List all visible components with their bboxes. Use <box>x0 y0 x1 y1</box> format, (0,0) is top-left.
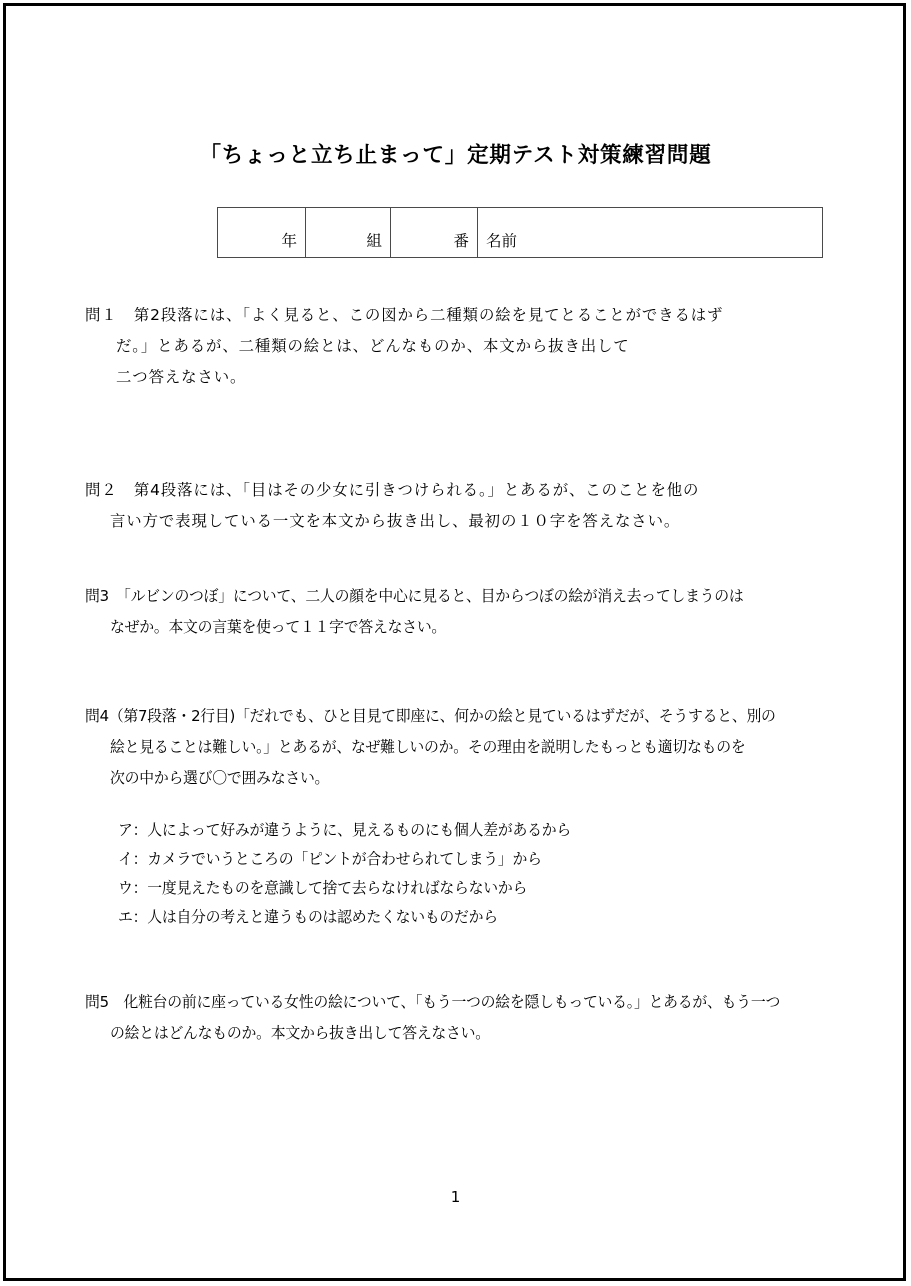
question-3-line-2: なぜか。本文の言葉を使って１１字で答えなさい。 <box>110 618 447 636</box>
choice-u[interactable]: ウ：一度見えたものを意識して捨て去らなければならないから <box>118 879 528 897</box>
choice-a[interactable]: ア：人によって好みが違うように、見えるものにも個人差があるから <box>118 821 571 839</box>
year-cell[interactable]: 年 <box>218 208 306 258</box>
number-cell[interactable]: 番 <box>391 208 478 258</box>
question-1-line-3: 二つ答えなさい。 <box>116 368 247 386</box>
name-cell[interactable]: 名前 <box>478 208 823 258</box>
question-1-line-1: 問１ 第2段落には、「よく見ると、この図から二種類の絵を見てとることができるはず <box>85 306 724 324</box>
choice-e[interactable]: エ：人は自分の考えと違うものは認めたくないものだから <box>118 908 498 926</box>
page-number: 1 <box>450 1188 461 1206</box>
question-3-line-1: 問3 「ルビンのつぼ」について、二人の顔を中心に見ると、目からつぼの絵が消え去ってしまうのは <box>85 587 744 605</box>
table-row <box>218 208 823 258</box>
question-1-line-2: だ。」とあるが、二種類の絵とは、どんなものか、本文から抜き出して <box>116 337 630 355</box>
question-2-line-1: 問２ 第4段落には、「目はその少女に引きつけられる。」とあるが、このことを他の <box>85 481 700 499</box>
question-5-line-2: の絵とはどんなものか。本文から抜き出して答えなさい。 <box>110 1024 490 1042</box>
question-5-line-1: 問5 化粧台の前に座っている女性の絵について、「もう一つの絵を隠しもっている。」とあるが、もう一つ <box>85 993 781 1011</box>
student-info-table <box>217 207 823 258</box>
question-2-line-2: 言い方で表現している一文を本文から抜き出し、最初の１０字を答えなさい。 <box>110 512 681 530</box>
question-4-line-2: 絵と見ることは難しい。」とあるが、なぜ難しいのか。その理由を説明したもっとも適切なものを <box>110 738 746 756</box>
question-4-line-3: 次の中から選び〇で囲みなさい。 <box>110 769 330 787</box>
class-cell[interactable]: 組 <box>306 208 391 258</box>
choice-i[interactable]: イ：カメラでいうところの「ピントが合わせられてしまう」から <box>118 850 542 868</box>
question-4-line-1: 問4（第7段落・2行目)「だれでも、ひと目見て即座に、何かの絵と見ているはずだが、そうすると、別の <box>85 707 776 725</box>
page-title: 「ちょっと立ち止まって」定期テスト対策練習問題 <box>199 143 712 168</box>
